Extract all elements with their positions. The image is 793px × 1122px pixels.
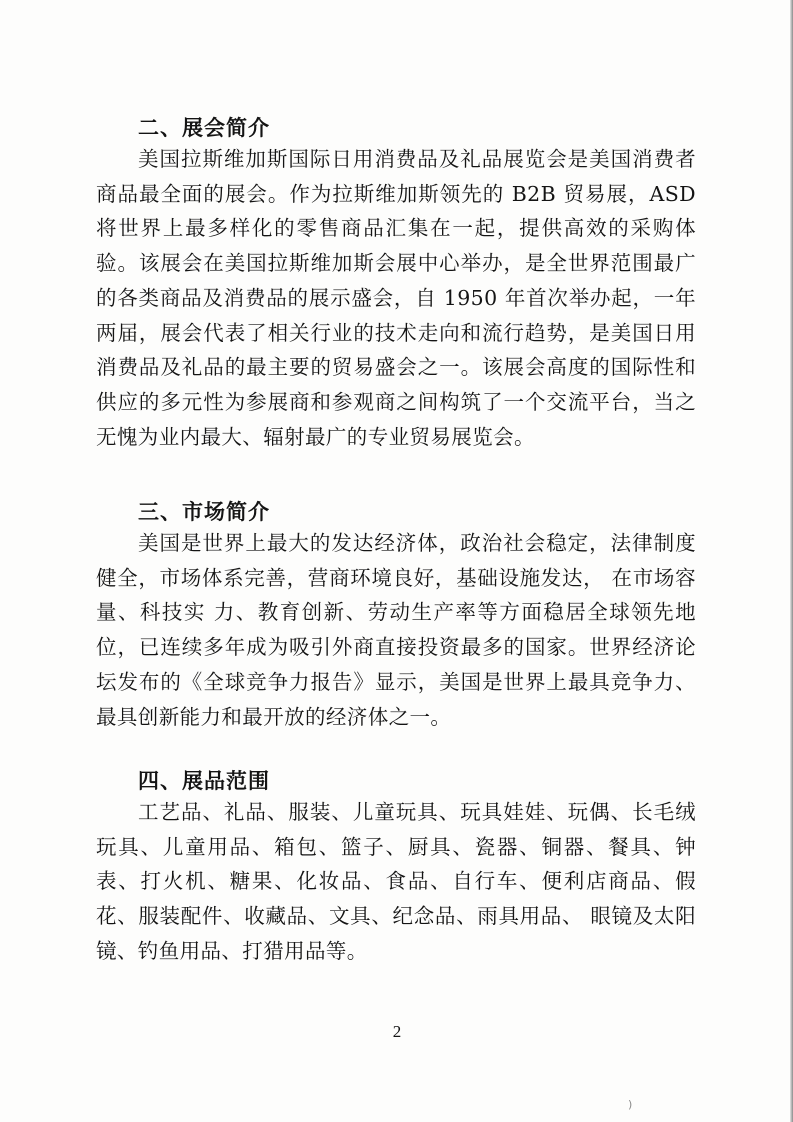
- section-heading-exhibition-intro: 二、展会简介: [138, 116, 270, 140]
- section-heading-exhibit-scope: 四、展品范围: [138, 769, 270, 793]
- section-paragraph-exhibit-scope: 工艺品、礼品、服装、儿童玩具、玩具娃娃、玩偶、长毛绒玩具、儿童用品、箱包、篮子、厨具、瓷器、铜器、餐具、钟表、打火机、糖果、化妆品、食品、自行车、便利店商品、假花、服装配件、收藏品、文具、纪念品、雨具用品、 眼镜及太阳镜、钓鱼用品、打猎用品等。: [96, 800, 696, 963]
- page-number: 2: [392, 1022, 402, 1041]
- scan-corner-mark: ): [628, 1098, 633, 1111]
- section-heading-market-intro: 三、市场简介: [138, 500, 270, 524]
- section-paragraph-exhibition-intro: 美国拉斯维加斯国际日用消费品及礼品展览会是美国消费者商品最全面的展会。作为拉斯维加斯领先的 B2B 贸易展，ASD 将世界上最多样化的零售商品汇集在一起，提供高效的采购体验。该展会在美国拉斯维加斯会展中心举办，是全世界范围最广的各类商品及消费品的展示盛会，自 1950 年首次举办起，一年两届，展会代表了相关行业的技术走向和流行趋势，是美国日用消费品及礼品的最主要的贸易盛会之一。该展会高度的国际性和供应的多元性为参展商和参观商之间构筑了一个交流平台，当之无愧为业内最大、辐射最广的专业贸易展览会。: [96, 147, 696, 449]
- section-paragraph-market-intro: 美国是世界上最大的发达经济体，政治社会稳定，法律制度健全，市场体系完善，营商环境良好，基础设施发达， 在市场容量、科技实 力、教育创新、劳动生产率等方面稳居全球领先地位，已连续多年成为吸引外商直接投资最多的国家。世界经济论坛发布的《全球竞争力报告》显示，美国是世界上最具竞争力、最具创新能力和最开放的经济体之一。: [96, 531, 696, 729]
